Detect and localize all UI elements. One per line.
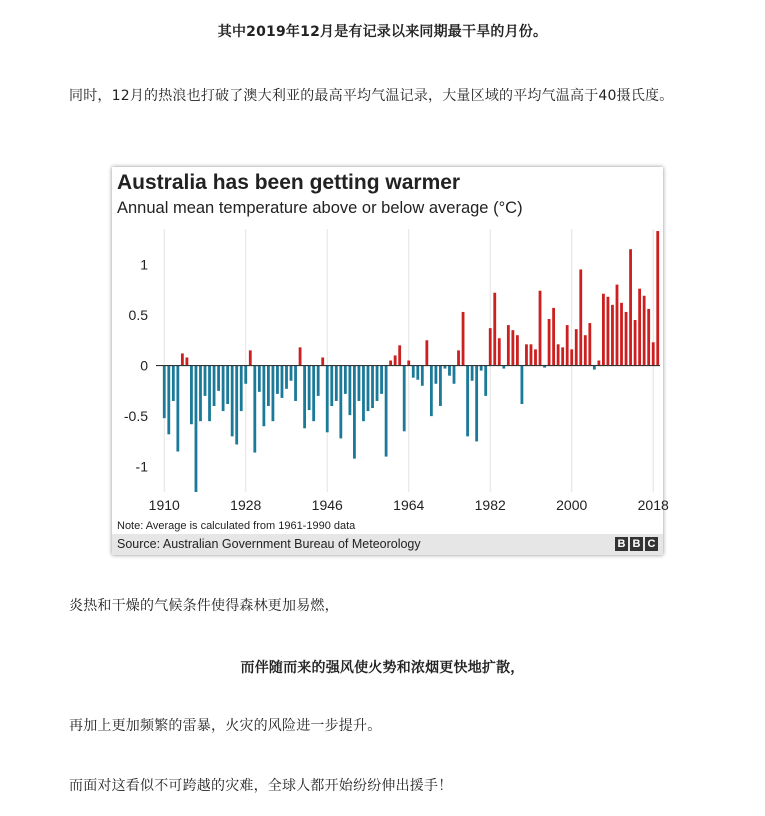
temperature-bar <box>303 366 306 429</box>
paragraph-flammable: 炎热和干燥的气候条件使得森林更加易燃， <box>69 598 339 614</box>
chart-plot <box>112 167 669 534</box>
temperature-bar <box>276 366 279 394</box>
temperature-bar <box>235 366 238 445</box>
temperature-bar <box>371 366 374 408</box>
temperature-bar <box>597 361 600 366</box>
temperature-bar <box>398 345 401 365</box>
x-tick-label: 2000 <box>556 497 588 513</box>
temperature-bar <box>656 231 659 366</box>
chart-note: Note: Average is calculated from 1961-1990 data <box>117 520 356 532</box>
temperature-bar <box>204 366 207 396</box>
temperature-bar <box>584 335 587 365</box>
temperature-bar <box>412 366 415 378</box>
temperature-bar <box>652 342 655 365</box>
temperature-bar <box>222 366 225 412</box>
temperature-bar <box>335 366 338 401</box>
bbc-logo-letter: B <box>615 537 628 551</box>
chart-subtitle: Annual mean temperature above or below average (°C) <box>117 199 523 217</box>
temperature-bar <box>407 361 410 366</box>
temperature-bar <box>190 366 193 425</box>
temperature-bar <box>299 347 302 365</box>
paragraph-thunderstorm: 再加上更加频繁的雷暴，火灾的风险进一步提升。 <box>69 718 382 734</box>
temperature-bar <box>281 366 284 398</box>
temperature-bar <box>579 269 582 365</box>
temperature-bar <box>620 303 623 366</box>
temperature-bar <box>376 366 379 401</box>
temperature-bar <box>566 325 569 365</box>
temperature-bar <box>285 366 288 389</box>
temperature-bar <box>616 285 619 366</box>
temperature-bar <box>539 291 542 366</box>
temperature-bar <box>611 305 614 366</box>
temperature-bar <box>344 366 347 394</box>
temperature-bar <box>638 289 641 366</box>
paragraph-wind: 而伴随而来的强风使火势和浓烟更快地扩散， <box>240 660 525 676</box>
temperature-bar <box>493 293 496 366</box>
temperature-bar <box>593 366 596 370</box>
temperature-bar <box>267 366 270 406</box>
temperature-bar <box>249 350 252 365</box>
temperature-bar <box>244 366 247 384</box>
temperature-bar <box>534 349 537 365</box>
temperature-bar <box>530 344 533 365</box>
temperature-bar <box>548 319 551 366</box>
temperature-bar <box>326 366 329 433</box>
temperature-bar <box>199 366 202 422</box>
x-tick-label: 1982 <box>474 497 506 513</box>
paragraph-drought-record: 其中2019年12月是有记录以来同期最干旱的月份。 <box>217 24 548 40</box>
temperature-bar <box>557 344 560 365</box>
bbc-logo-letter: B <box>630 537 643 551</box>
temperature-bar <box>430 366 433 417</box>
temperature-bar <box>516 335 519 365</box>
temperature-bar <box>294 366 297 401</box>
x-tick-label: 2018 <box>637 497 669 513</box>
temperature-bar <box>330 366 333 406</box>
temperature-bar <box>253 366 256 453</box>
temperature-bar <box>575 329 578 365</box>
temperature-bar <box>163 366 166 419</box>
x-tick-label: 1964 <box>393 497 425 513</box>
temperature-bar <box>389 361 392 366</box>
temperature-bar <box>434 366 437 384</box>
temperature-bar <box>213 366 216 406</box>
temperature-bar <box>525 344 528 365</box>
temperature-bar <box>240 366 243 412</box>
temperature-bar <box>552 308 555 366</box>
temperature-bar <box>607 297 610 366</box>
temperature-bar <box>353 366 356 459</box>
x-tick-label: 1928 <box>230 497 262 513</box>
y-tick-label: 0 <box>140 357 148 374</box>
paragraph-global-help: 而面对这看似不可跨越的灾难，全球人都开始纷纷伸出援手！ <box>69 778 453 794</box>
temperature-bar <box>358 366 361 401</box>
temperature-bar <box>339 366 342 439</box>
temperature-bar <box>480 366 483 371</box>
temperature-bar <box>421 366 424 386</box>
temperature-bar <box>181 353 184 365</box>
temperature-bar <box>629 249 632 365</box>
temperature-bar <box>176 366 179 452</box>
temperature-bar <box>453 366 456 384</box>
y-tick-label: 1 <box>140 256 148 273</box>
y-tick-label: 0.5 <box>128 306 148 323</box>
temperature-bar <box>457 350 460 365</box>
temperature-bar <box>507 325 510 365</box>
temperature-bar <box>317 366 320 396</box>
temperature-bar <box>290 366 293 381</box>
temperature-bar <box>367 366 370 412</box>
temperature-bar <box>312 366 315 422</box>
temperature-bar <box>167 366 170 435</box>
temperature-bar <box>394 355 397 365</box>
temperature-bar <box>321 357 324 365</box>
temperature-bar <box>439 366 442 406</box>
temperature-bar <box>647 309 650 366</box>
temperature-bar <box>172 366 175 401</box>
temperature-bar <box>272 366 275 422</box>
temperature-bar <box>511 330 514 365</box>
temperature-bar <box>385 366 388 457</box>
bbc-logo-letter: C <box>645 537 658 551</box>
y-tick-label: -1 <box>135 458 148 475</box>
temperature-bar <box>602 294 605 366</box>
temperature-bar <box>448 366 451 376</box>
temperature-bar <box>380 366 383 394</box>
temperature-bar <box>185 357 188 365</box>
source-footer <box>112 534 663 555</box>
bbc-logo <box>615 537 658 551</box>
temperature-bar <box>498 338 501 365</box>
bars <box>163 231 659 492</box>
temperature-bar <box>425 340 428 365</box>
temperature-bar <box>462 312 465 366</box>
temperature-bar <box>217 366 220 391</box>
temperature-bar <box>484 366 487 396</box>
temperature-bar <box>570 349 573 365</box>
temperature-chart <box>112 167 669 555</box>
temperature-bar <box>643 296 646 366</box>
temperature-bar <box>231 366 234 437</box>
temperature-bar <box>208 366 211 422</box>
temperature-bar <box>466 366 469 437</box>
paragraph-heatwave: 同时，12月的热浪也打破了澳大利亚的最高平均气温记录，大量区域的平均气温高于40摄氏度。 <box>69 88 674 104</box>
temperature-bar <box>348 366 351 416</box>
temperature-bar <box>489 328 492 365</box>
temperature-bar <box>195 366 198 492</box>
y-tick-label: -0.5 <box>123 408 148 425</box>
temperature-bar <box>588 323 591 365</box>
temperature-bar <box>416 366 419 380</box>
temperature-bar <box>258 366 261 392</box>
temperature-bar <box>475 366 478 442</box>
temperature-bar <box>625 312 628 366</box>
chart-title: Australia has been getting warmer <box>117 171 461 194</box>
temperature-bar <box>561 347 564 365</box>
temperature-bar <box>471 366 474 381</box>
temperature-bar <box>362 366 365 422</box>
temperature-bar <box>308 366 311 411</box>
temperature-bar <box>521 366 524 404</box>
x-tick-label: 1946 <box>311 497 343 513</box>
temperature-bar <box>403 366 406 432</box>
x-tick-label: 1910 <box>148 497 180 513</box>
temperature-bar <box>634 320 637 366</box>
temperature-bar <box>226 366 229 404</box>
temperature-bar <box>262 366 265 427</box>
source-text: Source: Australian Government Bureau of Meteorology <box>117 537 421 551</box>
